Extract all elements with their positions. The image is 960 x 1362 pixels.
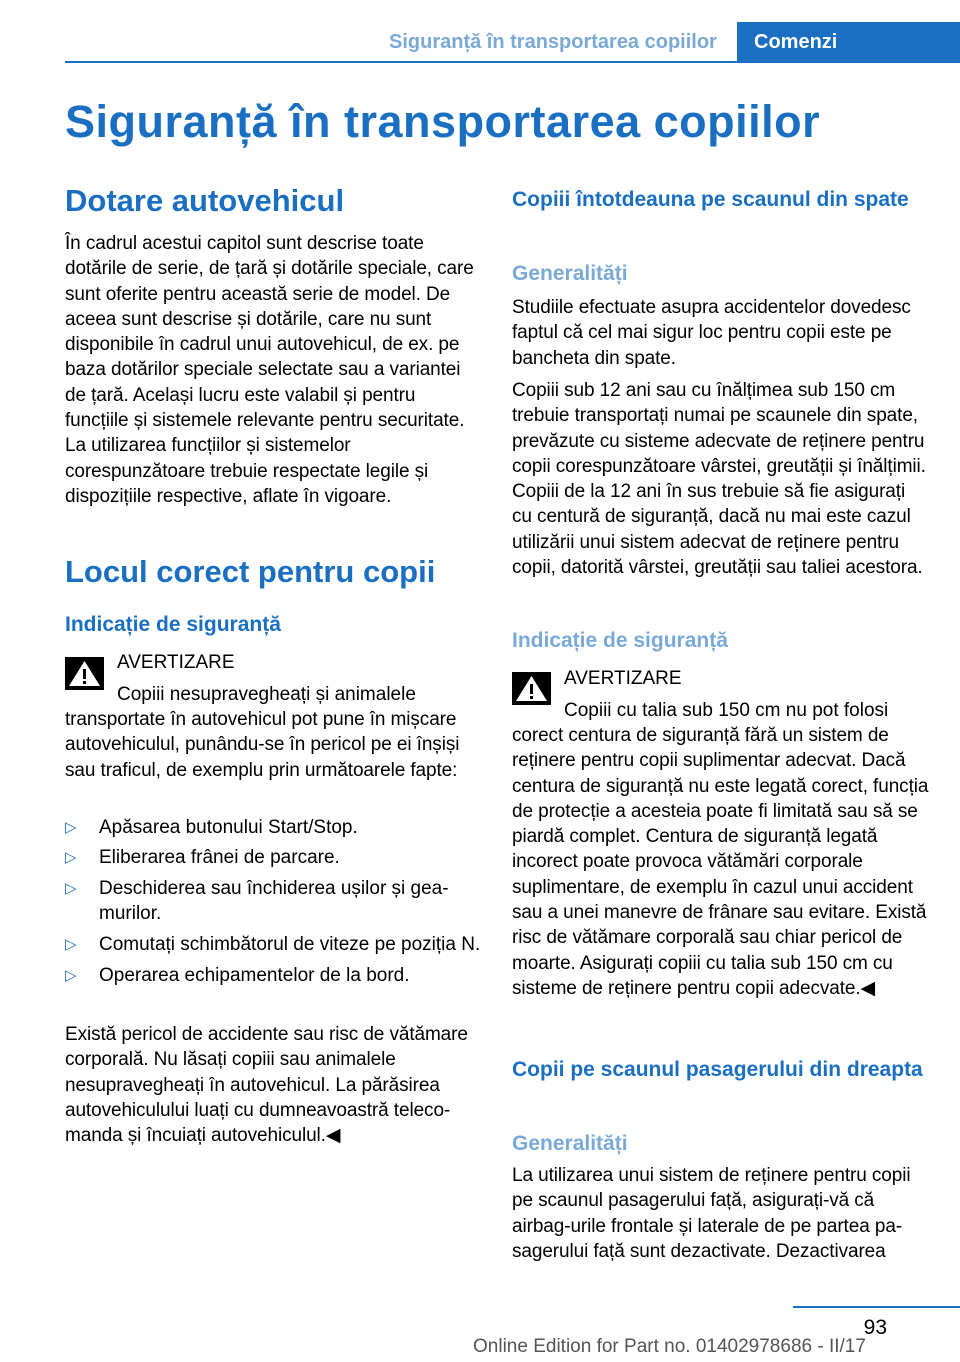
bullet-list <box>65 815 481 989</box>
list-item: ▷ Eliberarea frânei de parcare. <box>65 845 481 870</box>
heading-copii-pasager: Copii pe scaunul pasagerului din dreapta <box>512 1058 923 1081</box>
triangle-bullet-icon: ▷ <box>65 967 77 985</box>
heading-dotare-autovehicul: Dotare autovehicul <box>65 183 345 218</box>
list-item: ▷ Deschiderea sau închiderea ușilor și geamurilor. <box>65 877 449 924</box>
list-item: ▷ Comutați schimbătorul de viteze pe poziția N. <box>65 932 481 957</box>
warning-label-left: AVERTIZARE <box>117 652 235 673</box>
heading-locul-corect: Locul corect pentru copii <box>65 554 436 589</box>
triangle-bullet-icon: ▷ <box>65 819 77 836</box>
warning-text-left: transportate în autovehicul pot pune în mișcare autovehiculul, punându-se în pericol pe ei înșiși sau traficul, de exemplu prin următoarele fapte: <box>65 709 460 781</box>
running-header-tab-label: Comenzi <box>754 31 838 53</box>
triangle-bullet-icon: ▷ <box>65 936 77 954</box>
footer-edition: Online Edition for Part no. 01402978686 - II/17 <box>473 1336 866 1357</box>
page-number: 93 <box>863 1316 887 1339</box>
paragraph-copiii-sub-12: Copiii sub 12 ani sau cu înălțimea sub 150 cm trebuie transportați numai pe scaunele din spate, prevăzute cu sisteme adecvate de reținere pentru copii corespunzătoare vârstei, greutății și înălțimii. Copiii de la 12 ani în sus trebuie să fie asigurați cu centură de siguranță, dacă nu mai este cazul utilizării unui sistem adecvat de reținere pentru copii, datorită vârstei, greutății sau taliei acestora. <box>512 380 926 579</box>
triangle-bullet-icon: ▷ <box>65 879 77 897</box>
heading-generalitati-1: Generalități <box>512 262 628 285</box>
header-rule <box>65 61 960 63</box>
paragraph-pericol: Există pericol de accidente sau risc de vătămare corporală. Nu lăsați copiii sau animalele nesupravegheați în autovehicul. La părăsirea autovehiculului luați cu dumneavoastră telecomanda și încuiați autovehiculul.◀ <box>65 1024 468 1147</box>
warning-triangle-icon <box>65 657 104 690</box>
list-item: ▷ Apăsarea butonului Start/Stop. <box>65 815 481 840</box>
paragraph-studii: Studiile efectuate asupra accidentelor dovedesc faptul că cel mai sigur loc pentru copii este pe bancheta din spate. <box>512 297 911 369</box>
warning-text-right: corect centura de siguranță fără un sistem de reținere pentru copii suplimentar adecvat. Dacă centura de siguranță nu este legată corect, funcția de protecție a acesteia poate fi limitată sau să se piardă complet. Centura de siguranță legată incorect poate provoca vătămări corporale suplimentare, de exemplu în cazul unui accident sau a unei manevre de frânare sau evitare. Există risc de vătămare corporală sau chiar pericol de moarte. Asigurați copiii cu talia sub 150 cm cu sisteme de reținere pentru copii adecvate.◀ <box>512 725 929 999</box>
list-item: ▷ Operarea echipamentelor de la bord. <box>65 963 481 988</box>
heading-copiii-spate: Copiii întotdeauna pe scaunul din spate <box>512 188 909 211</box>
warning-first-line-left: Copiii nesupravegheați și animalele <box>117 684 416 705</box>
warning-triangle-icon <box>512 672 551 705</box>
footer-rule <box>793 1306 960 1308</box>
running-header-section: Siguranță în transportarea copiilor <box>389 31 717 53</box>
triangle-bullet-icon: ▷ <box>65 849 77 867</box>
paragraph-pasager: La utilizarea unui sistem de reținere pentru copii pe scaunul pasagerului față, asigurați-vă că airbag-urile frontale și laterale de pe partea pasagerului față sunt dezactivate. Dezactivarea <box>512 1165 911 1262</box>
warning-first-line-right: Copiii cu talia sub 150 cm nu pot folosi <box>564 700 889 721</box>
heading-generalitati-2: Generalități <box>512 1132 628 1155</box>
running-header-tab <box>737 22 960 63</box>
page-title: Siguranță în transportarea copiilor <box>65 96 821 147</box>
heading-indicatie-siguranta-left: Indicație de siguranță <box>65 613 281 636</box>
warning-label-right: AVERTIZARE <box>564 668 682 689</box>
heading-indicatie-siguranta-right: Indicație de siguranță <box>512 629 728 652</box>
paragraph-dotare: În cadrul acestui capitol sunt descrise toate dotările de serie, de țară și dotările speciale, care sunt oferite pentru această serie de model. De aceea sunt descrise și dotările, care nu sunt disponibile în cadrul unui autovehicul, de ex. pe baza dotărilor speciale selectate sau a variantei de țară. Același lucru este valabil și pentru funcțiile și sistemele relevante pentru securitate. La utilizarea funcțiilor și sistemelor corespunzătoare trebuie respectate legile și dispozițiile respective, aflate în vigoare. <box>65 233 474 507</box>
